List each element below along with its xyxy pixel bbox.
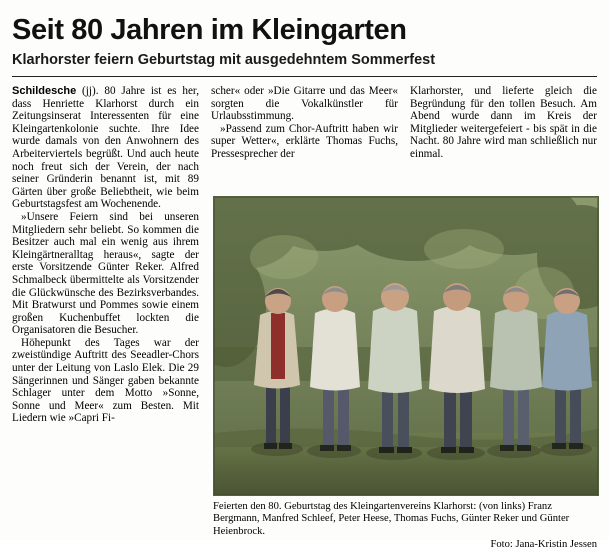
column-three — [410, 85, 597, 161]
column-one — [12, 85, 199, 425]
dateline: Schildesche — [12, 85, 77, 97]
photo-caption — [213, 501, 597, 552]
group-photo — [213, 196, 599, 496]
paragraph: scher« oder »Die Gitarre und das Meer« sorgten die Vokalkünstler für Urlaubsstimmung. — [211, 85, 398, 123]
paragraph: Höhepunkt des Tages war der zweistündige Auftritt des Seeadler-Chors unter der Leitung von Laslo Elek. Die 29 Sängerinnen und Sänger gaben bekannte Schlager unter dem Motto »Sonne, Sonne und Meer« zum Besten. Mit Liedern wie »Capri Fi- — [12, 336, 199, 425]
paragraph-text: 80 Jahre ist es her, dass Henriette Klarhorst durch ein Zeitungsinserat Interessenten für eine Kleingartenkolonie suchte. Ihre Idee wurde damals von den Anwohnern des Arbeiterviertels begrüßt. Und auch heute noch freut sich der Verein, der nach seiner Gründerin benannt ist, mit 89 Gärten über große Beliebtheit, wie beim Geburtstagsfest am Wochenende. — [12, 85, 199, 211]
photo-credit: Foto: Jana-Kristin Jessen — [490, 539, 597, 551]
byline-initials: (jj). — [82, 85, 99, 97]
photo-block — [213, 196, 597, 552]
subheadline: Klarhorster feiern Geburtstag mit ausgedehntem Sommerfest — [12, 52, 436, 68]
paragraph: »Passend zum Chor-Auftritt haben wir super Wetter«, erklärte Thomas Fuchs, Pressesprecher der — [211, 122, 398, 160]
paragraph — [12, 85, 199, 211]
column-two — [211, 85, 398, 161]
paragraph: »Unsere Feiern sind bei unseren Mitgliedern sehr beliebt. So kommen die Besitzer auch mal ein wenig aus ihrem Kleingärtneralltag heraus«, sagte der erste Vorsitzende Günter Reker. Alfred Schmalbeck übermittelte als Vorsitzender die Glückwünsche des Bezirksverbandes. Mit Bratwurst und Pommes sowie einem großen Kuchenbuffet lockten die Organisatoren die Besucher. — [12, 210, 199, 337]
divider — [12, 76, 597, 77]
caption-text: Feierten den 80. Geburtstag des Kleingartenvereins Klarhorst: (von links) Franz Bergmann, Manfred Schleef, Peter Heese, Thomas Fuchs, Günter Reker und Günter Heienbrock. — [213, 501, 570, 537]
page-title: Seit 80 Jahren im Kleingarten — [12, 14, 407, 46]
paragraph: Klarhorster, und lieferte gleich die Begründung für den tollen Besuch. Am Abend wurde dann im Kreis der Mitglieder weitergefeiert - bis spät in die Nacht. 80 Jahre wird man schließlich nur einmal. — [410, 85, 597, 160]
photo-illustration — [214, 197, 598, 495]
